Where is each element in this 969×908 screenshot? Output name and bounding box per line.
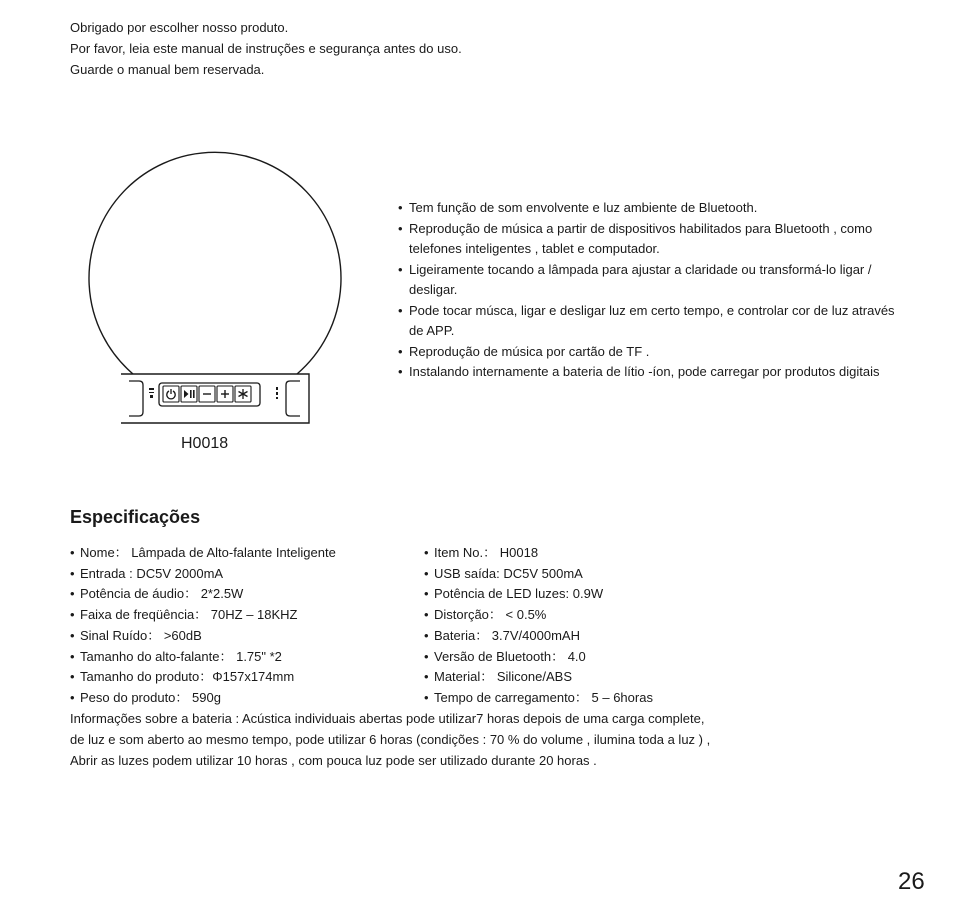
spec-item: • Potência de LED luzes: 0.9W	[424, 584, 653, 605]
intro-text	[70, 17, 462, 80]
battery-info-line: Abrir as luzes podem utilizar 10 horas , com pouca luz pode ser utilizado durante 20 horas .	[70, 753, 597, 768]
specifications-heading: Especificações	[70, 507, 201, 527]
intro-line: Por favor, leia este manual de instruções e segurança antes do uso.	[70, 41, 462, 56]
spec-list-left	[70, 543, 336, 709]
spec-item: • Tamanho do alto-falante： 1.75" *2	[70, 647, 336, 668]
spec-item: • Tempo de carregamento： 5 – 6horas	[424, 688, 653, 709]
spec-item: • Bateria： 3.7V/4000mAH	[424, 626, 653, 647]
right-port	[286, 381, 300, 416]
feature-item: • Reprodução de música a partir de dispositivos habilitados para Bluetooth , como telefones inteligentes , tablet e computador.	[398, 219, 898, 260]
battery-info-line: de luz e som aberto ao mesmo tempo, pode utilizar 6 horas (condições : 70 % do volume , ilumina toda a luz ) ,	[70, 732, 711, 747]
right-port-marker	[276, 387, 278, 399]
feature-item: • Ligeiramente tocando a lâmpada para ajustar a claridade ou transformá-lo ligar / desligar.	[398, 260, 898, 301]
intro-line: Guarde o manual bem reservada.	[70, 62, 265, 77]
lamp-globe	[89, 152, 341, 374]
spec-item: • USB saída: DC5V 500mA	[424, 564, 653, 585]
spec-item: • Faixa de freqüência： 70HZ – 18KHZ	[70, 605, 336, 626]
spec-item: • Peso do produto： 590g	[70, 688, 336, 709]
feature-item: • Reprodução de música por cartão de TF .	[398, 342, 898, 363]
model-label: H0018	[181, 435, 229, 452]
play-pause-icon	[184, 390, 195, 398]
feature-item: • Instalando internamente a bateria de lítio -íon, pode carregar por produtos digitais	[398, 362, 898, 383]
power-icon	[167, 389, 175, 399]
feature-list	[398, 198, 898, 383]
left-port	[129, 381, 143, 416]
spec-item: • Tamanho do produto：Φ157x174mm	[70, 667, 336, 688]
feature-item: • Pode tocar músca, ligar e desligar luz em certo tempo, e controlar cor de luz através de APP.	[398, 301, 898, 342]
spec-list-right	[424, 543, 653, 709]
spec-item: • Sinal Ruído： >60dB	[70, 626, 336, 647]
spec-item: • Material： Silicone/ABS	[424, 667, 653, 688]
plus-icon	[221, 390, 229, 398]
spec-item: • Item No.： H0018	[424, 543, 653, 564]
spec-item: • Versão de Bluetooth： 4.0	[424, 647, 653, 668]
spec-item: • Distorção： < 0.5%	[424, 605, 653, 626]
left-port-marker	[149, 388, 154, 398]
battery-info	[70, 708, 710, 771]
light-icon	[239, 389, 248, 399]
feature-item: • Tem função de som envolvente e luz ambiente de Bluetooth.	[398, 198, 898, 219]
spec-item: • Entrada : DC5V 2000mA	[70, 564, 336, 585]
page-number: 26	[898, 868, 925, 895]
intro-line: Obrigado por escolher nosso produto.	[70, 20, 289, 35]
battery-info-line: Informações sobre a bateria : Acústica individuais abertas pode utilizar7 horas depois de uma carga complete,	[70, 711, 705, 726]
spec-item: • Potência de áudio： 2*2.5W	[70, 584, 336, 605]
spec-item: • Nome： Lâmpada de Alto-falante Inteligente	[70, 543, 336, 564]
